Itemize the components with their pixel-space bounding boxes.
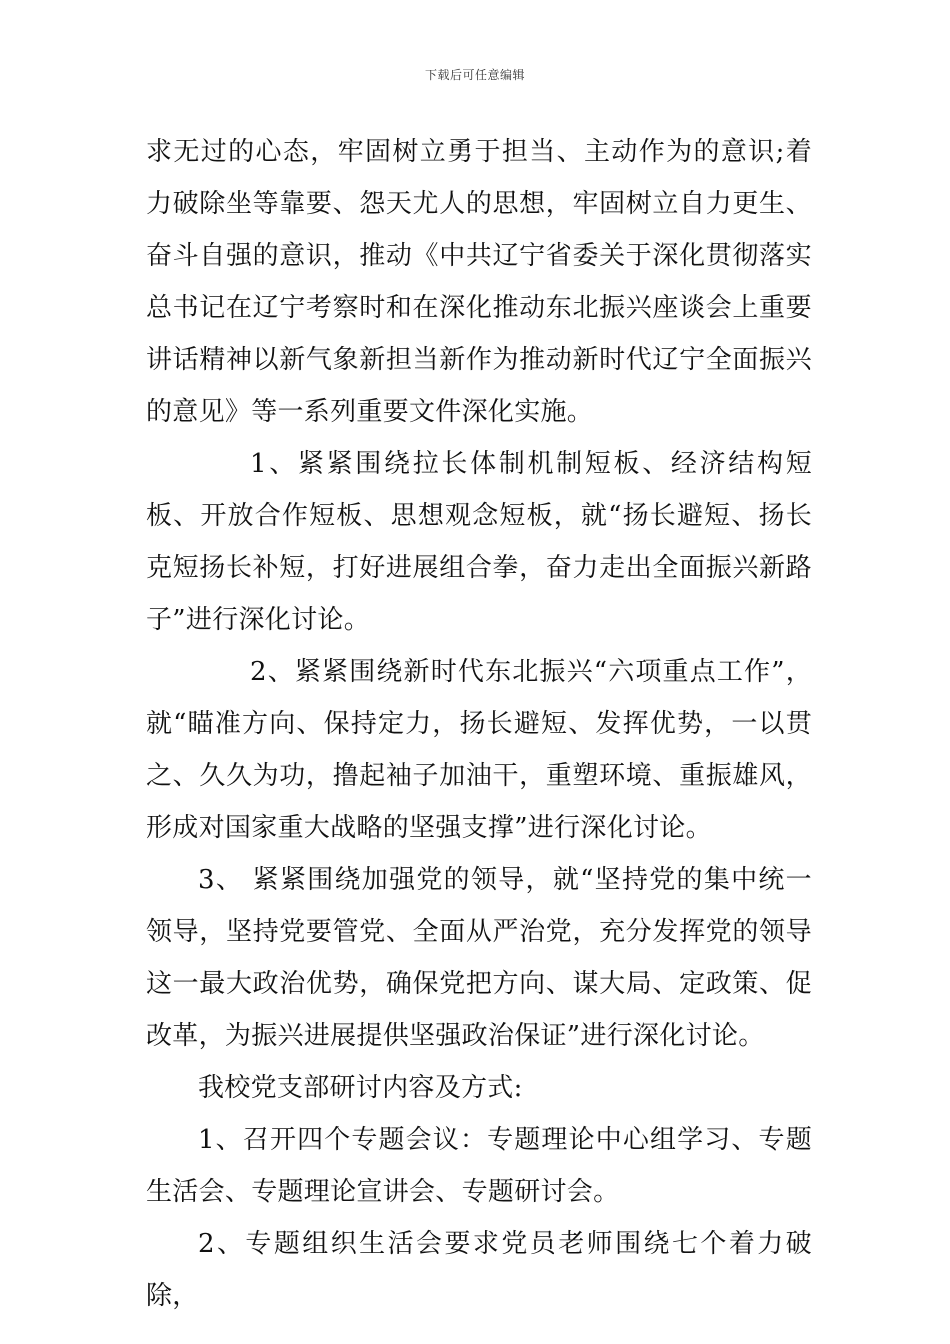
paragraph-method-2: 2、专题组织生活会要求党员老师围绕七个着力破除， <box>146 1229 812 1311</box>
page-header: 下载后可任意编辑 <box>424 68 525 82</box>
paragraph-method-1: 1、召开四个专题会议：专题理论中心组学习、专题生活会、专题理论宣讲会、专题研讨会。 <box>146 1125 812 1207</box>
paragraph-item-1: 1、紧紧围绕拉长体制机制短板、经济结构短板、开放合作短板、思想观念短板，就“扬长避短、扬长克短扬长补短，打好进展组合拳，奋力走出全面振兴新路子”进行深化讨论。 <box>146 449 812 635</box>
paragraph-item-3: 3、 紧紧围绕加强党的领导，就“坚持党的集中统一领导，坚持党要管党、全面从严治党，充分发挥党的领导这一最大政治优势，确保党把方向、谋大局、定政策、促改革，为振兴进展提供坚强政治保证”进行深化讨论。 <box>146 865 812 1051</box>
paragraph-section-heading: 我校党支部研讨内容及方式: <box>198 1073 523 1103</box>
paragraph-continuation: 求无过的心态，牢固树立勇于担当、主动作为的意识;着力破除坐等靠要、怨天尤人的思想，牢固树立自力更生、奋斗自强的意识，推动《中共辽宁省委关于深化贯彻落实总书记在辽宁考察时和在深化推动东北振兴座谈会上重要讲话精神以新气象新担当新作为推动新时代辽宁全面振兴的意见》等一系列重要文件深化实施。 <box>146 137 812 427</box>
document-body <box>146 126 812 1322</box>
paragraph-item-2: 2、紧紧围绕新时代东北振兴“六项重点工作”，就“瞄准方向、保持定力，扬长避短、发挥优势，一以贯之、久久为功，撸起袖子加油干，重塑环境、重振雄风，形成对国家重大战略的坚强支撑”进行深化讨论。 <box>146 657 812 843</box>
